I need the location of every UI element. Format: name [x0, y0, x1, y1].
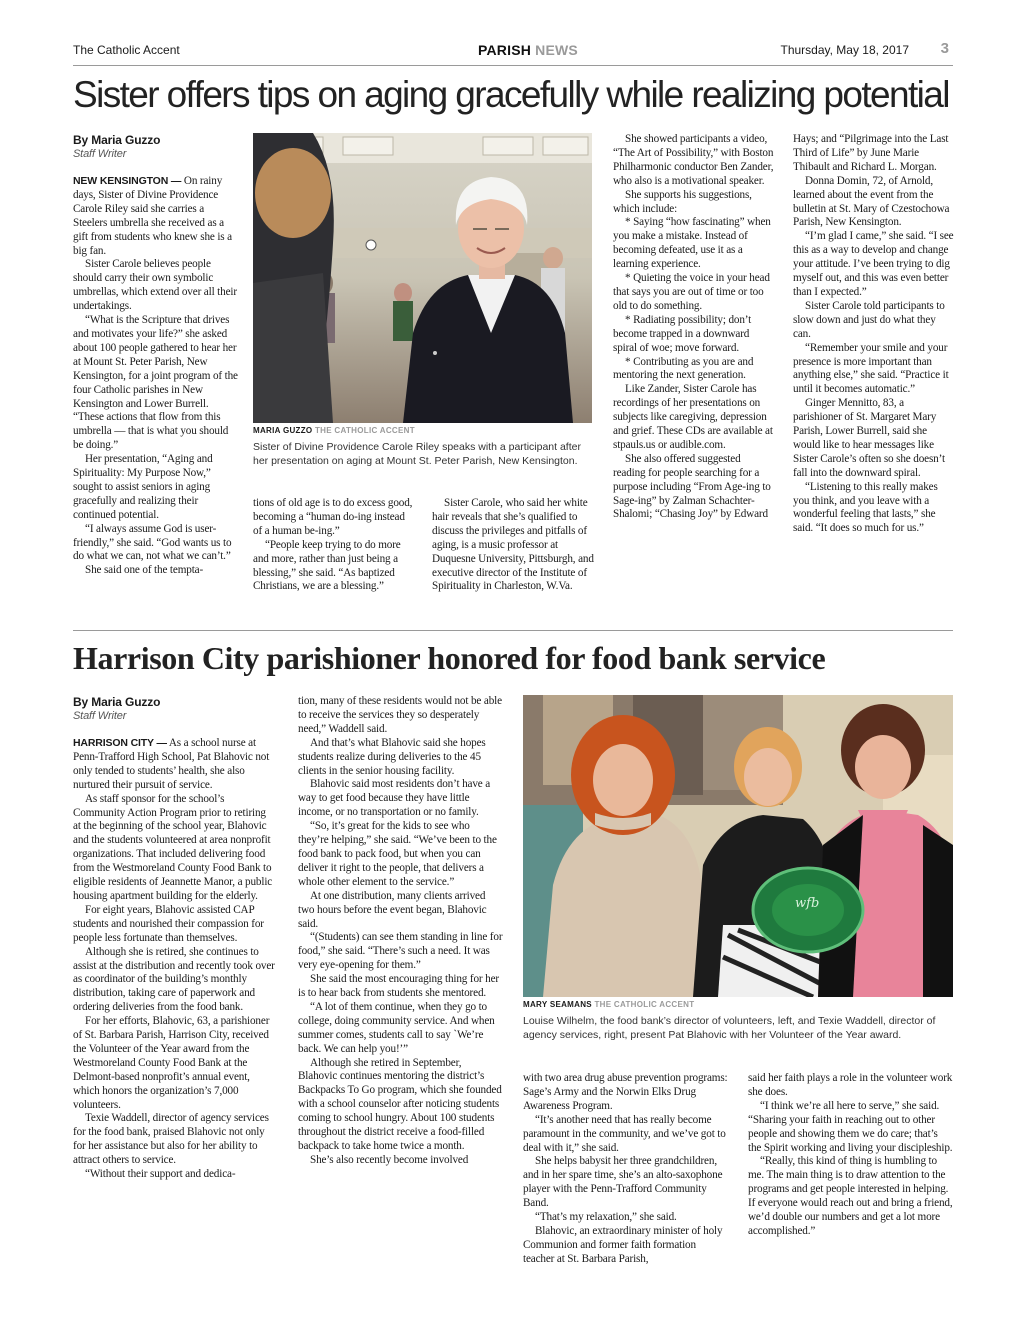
story1-paragraph: * Saying “how fascinating” when you make a mistake. Instead of becoming defeated, use it as a learning experience. [613, 216, 771, 271]
story1-headline: Sister offers tips on aging gracefully while realizing potential [73, 74, 949, 115]
story2-column-4 [748, 1072, 953, 1272]
story2-paragraph: HARRISON CITY — As a school nurse at Penn-Trafford High School, Pat Blahovic not only tended to students’ health, she also nurtured their pursuit of service. [73, 737, 270, 791]
publication-name: The Catholic Accent [73, 43, 180, 57]
story2-paragraph: At one distribution, many clients arrived two hours before the event began, Blahovic said. [298, 889, 487, 930]
story1-paragraph: NEW KENSINGTON — On rainy days, Sister of Divine Providence Carole Riley said she carries a Steelers umbrella she received as a gift from students who knew she is a big fan. [73, 175, 232, 257]
story2-paragraph: “Without their support and dedica- [85, 1168, 236, 1181]
story1-column-2 [253, 497, 415, 623]
story1-paragraph: tions of old age is to do excess good, becoming a “human do-ing instead of a human be-ing.” [253, 497, 413, 537]
page-header [73, 40, 953, 66]
story2-paragraph: tion, many of these residents would not be able to receive the services they so desperately need,” Waddell said. [298, 695, 502, 735]
story1-paragraph: “People keep trying to do more and more, rather than just being a blessing,” she said. “As baptized Christians, we are a blessing.” [253, 538, 401, 593]
story2-paragraph: Although she retired in September, Blahovic continues mentoring the district’s Backpacks To Go program, which she founded with a school counselor after noticing students coming to school hungry. About 100 students throughout the district receive a food-filled backpack to take home twice a month. [298, 1056, 502, 1152]
section-label-primary: PARISH [478, 42, 532, 58]
story1-paragraph: She showed participants a video, “The Art of Possibility,” with Boston Philharmonic conductor Ben Zander, who also is a motivational speaker. [613, 133, 774, 187]
story1-dateline: NEW KENSINGTON — [73, 175, 182, 187]
story1-paragraph: Like Zander, Sister Carole has recordings of her presentations on subjects like caregiving, depression and grief. These CDs are available at stpauls.us or audible.com. [613, 383, 773, 451]
story2-paragraph: “It’s another need that has really become paramount in the community, and we’ve got to deal with it,” she said. [523, 1113, 726, 1154]
story2-paragraph: “(Students) can see them standing in line for food,” she said. “There’s such a need. It was very eye-opening for them.” [298, 931, 503, 972]
story2-paragraph: For her efforts, Blahovic, 63, a parishioner of St. Barbara Parish, Harrison City, received the Volunteer of the Year award from the Westmoreland County Food Bank at the Delmont-based nonprofit’s annual event, which honors the organization’s 7,000 volunteers. [73, 1015, 270, 1111]
story1-paragraph: “I’m glad I came,” she said. “I see this as a way to develop and change your attitude. I’ve been trying to dig myself out, and this was even better than I expected.” [793, 230, 954, 298]
issue-date: Thursday, May 18, 2017 [780, 43, 909, 57]
story1-column-5 [793, 133, 955, 623]
story2-photo-illustration [523, 695, 953, 997]
story2-byline-title: Staff Writer [73, 710, 127, 722]
story1-photo-caption: Sister of Divine Providence Carole Riley speaks with a participant after her presentation on aging at Mount St. Peter Parish, New Kensington. [253, 441, 581, 467]
story1-paragraph: “What is the Scripture that drives and motivates your life?” she asked about 100 people gathered to hear her at Mount St. Peter Parish, New Kensington, for a joint program of the four Catholic parishes in New Kensington and Lower Burrell. “These actions that flow from this umbrella — that is what you should be doing.” [73, 314, 238, 452]
story2-paragraph: “A lot of them continue, when they go to college, doing community service. And when summer comes, students call to say `We’re back. We can help you!’” [298, 1000, 495, 1055]
story2-paragraph: She helps babysit her three grandchildren, and in her spare time, she’s an alto-saxophone player with the Penn-Trafford Community Band. [523, 1155, 723, 1210]
story1-column-4 [613, 133, 775, 623]
story1-byline: By Maria Guzzo [73, 133, 161, 147]
story-divider [73, 630, 953, 631]
story2-photo-caption: Louise Wilhelm, the food bank’s director of volunteers, left, and Texie Waddell, director of agency services, right, present Pat Blahovic with her Volunteer of the Year award. [523, 1015, 936, 1041]
story2-paragraph: For eight years, Blahovic assisted CAP students and nourished their compassion for people less fortunate than themselves. [73, 903, 264, 944]
story2-column-1 [73, 695, 276, 1270]
story2-column-3 [523, 1072, 728, 1272]
story1-paragraph: Donna Domin, 72, of Arnold, learned about the event from the bulletin at St. Mary of Czestochowa Parish, New Kensington. [793, 174, 950, 229]
story1-paragraph: Hays; and “Pilgrimage into the Last Third of Life” by June Marie Thibault and Richard L. Morgan. [793, 133, 949, 173]
story2-paragraph: “Really, this kind of thing is humbling to me. The main thing is to draw attention to the programs and get people interested in helping. If everyone would reach out and bring a friend, we’d double our numbers and get a lot more accomplished.” [748, 1155, 953, 1237]
story2-paragraph: As staff sponsor for the school’s Community Action Program prior to retiring at the beginning of the school year, Blahovic and the students volunteered at area nonprofit organizations. That included delivering food from the Westmoreland County Food Bank to eligible residents of Jeannette Manor, a public housing apartment building for the elderly. [73, 792, 273, 902]
story1-byline-title: Staff Writer [73, 148, 127, 160]
award-plate-logo: wfb [795, 896, 820, 911]
story2-paragraph: Blahovic, an extraordinary minister of holy Communion and former faith formation teacher at St. Barbara Parish, [523, 1224, 723, 1265]
story1-paragraph: “I always assume God is user-friendly,” she said. “God wants us to do what we can, not what we can’t.” [73, 522, 232, 563]
story2-paragraph: with two area drug abuse prevention programs: Sage’s Army and the Norwin Elks Drug Awareness Program. [523, 1072, 728, 1112]
story2-paragraph: She said the most encouraging thing for her is to hear back from students she mentored. [298, 973, 499, 1000]
story1-photo-illustration [253, 133, 592, 423]
story1-photo-credit: MARIA GUZZO THE CATHOLIC ACCENT [253, 426, 415, 435]
story2-photo-credit: MARY SEAMANS THE CATHOLIC ACCENT [523, 1000, 695, 1009]
story2-paragraph: She’s also recently become involved [310, 1153, 469, 1166]
story2-paragraph: Although she is retired, she continues to assist at the distribution and recently took over as coordinator of the building’s monthly distribution, taking care of paperwork and ordering deliveries from the food bank. [73, 945, 275, 1014]
section-label [478, 42, 578, 58]
story2-paragraph: “So, it’s great for the kids to see who they’re helping,” she said. “We’ve been to the food bank to pack food, but when you can deliver it right to the people, that delivers a whole other element to the service.” [298, 820, 497, 888]
story1-photo [253, 133, 592, 423]
story2-paragraph: “I think we’re all here to serve,” she said. “Sharing your faith in reaching out to other people and showing them we do care; that’s the Spirit working and living your discipleship. [748, 1099, 953, 1154]
story1-paragraph: “Listening to this really makes you think, and you leave with a wonderful feeling that lasts,” she said. “It does so much for us.” [793, 480, 938, 535]
story2-photo [523, 695, 953, 997]
story1-paragraph: She also offered suggested reading for people searching for a purpose including “From Age-ing to Sage-ing” by Zalman Schachter-Shalomi; “Chasing Joy” by Edward [613, 452, 771, 521]
story2-paragraph: said her faith plays a role in the volunteer work she does. [748, 1072, 953, 1098]
story1-paragraph: * Contributing as you are and mentoring the next generation. [613, 355, 754, 382]
page-number: 3 [940, 40, 949, 57]
story2-paragraph: “That’s my relaxation,” she said. [535, 1211, 677, 1224]
story1-paragraph: Sister Carole believes people should carry their own symbolic umbrellas, which extend over all their undertakings. [73, 258, 237, 313]
story2-paragraph: Texie Waddell, director of agency services for the food bank, praised Blahovic not only for her assistance but also for her ability to attract others to service. [73, 1112, 269, 1167]
story2-headline: Harrison City parishioner honored for food bank service [73, 640, 826, 676]
story1-paragraph: * Quieting the voice in your head that says you are out of time or too old to do something. [613, 272, 770, 312]
story1-column-3 [432, 497, 594, 623]
story1-paragraph: Sister Carole, who said her white hair reveals that she’s qualified to discuss the privileges and pitfalls of aging, is a music professor at Duquesne University, Pittsburgh, and executive director of the Institute of Spirituality in Charleston, W.Va. [432, 497, 594, 593]
story2-byline: By Maria Guzzo [73, 695, 161, 709]
story1-paragraph: * Radiating possibility; don’t become trapped in a downward spiral of woe; move forward. [613, 313, 752, 354]
story2-dateline: HARRISON CITY — [73, 737, 167, 749]
story1-paragraph: She said one of the tempta- [85, 564, 204, 577]
story1-paragraph: Ginger Mennitto, 83, a parishioner of St. Margaret Mary Parish, Lower Burrell, said she would like to hear messages like Sister Carole’s often so she doesn’t fall into the downward spiral. [793, 397, 945, 479]
story2-paragraph: And that’s what Blahovic said she hopes students realize during deliveries to the 45 clients in the senior housing facility. [298, 736, 486, 777]
story1-column-1 [73, 133, 238, 623]
story1-paragraph: Sister Carole told participants to slow down and just do what they can. [793, 299, 945, 340]
story2-column-2 [298, 695, 503, 1270]
story1-paragraph: Her presentation, “Aging and Spirituality: My Purpose Now,” sought to assist seniors in aging gracefully and realizing their continued potential. [73, 453, 213, 521]
story1-paragraph: “Remember your smile and your presence is more important than anything else,” she said. “Practice it until it becomes automatic.” [793, 341, 949, 396]
story2-paragraph: Blahovic said most residents don’t have a way to get food because they have little income, or no transportation or no family. [298, 778, 491, 819]
section-label-secondary: NEWS [535, 42, 578, 58]
story1-paragraph: She supports his suggestions, which include: [613, 188, 752, 215]
